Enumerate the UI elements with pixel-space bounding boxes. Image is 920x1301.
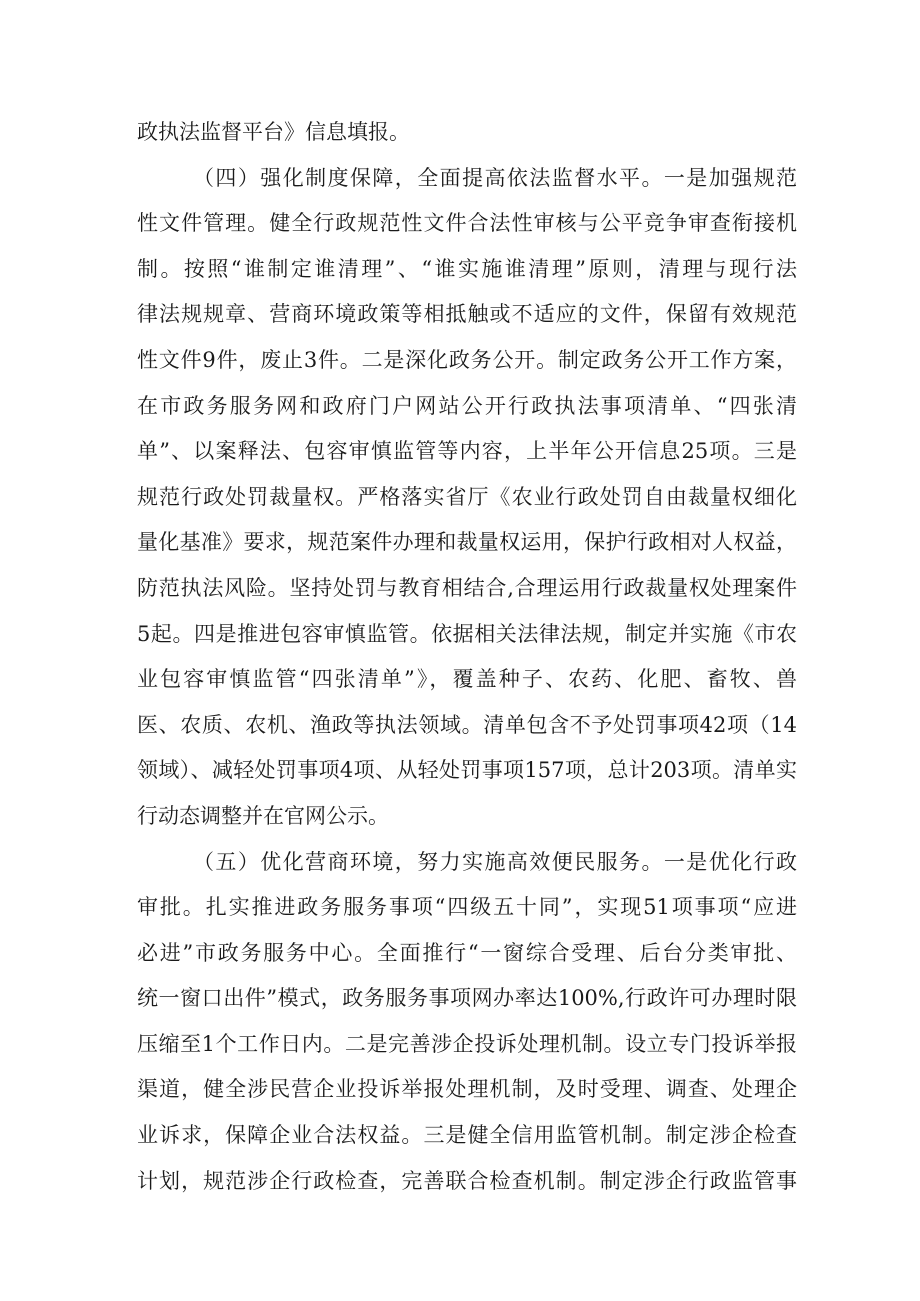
text-line: 渠道，健全涉民营企业投诉举报处理机制，及时受理、调查、处理企 <box>137 1077 797 1102</box>
text-line: 律法规规章、营商环境政策等相抵触或不适应的文件，保留有效规范 <box>137 302 797 327</box>
text-line: 计划，规范涉企行政检查，完善联合检查机制。制定涉企行政监管事 <box>137 1168 797 1193</box>
text-line: 性文件9件，废止3件。二是深化政务公开。制定政务公开工作方案， <box>137 347 797 372</box>
text-line: 规范行政处罚裁量权。严格落实省厅《农业行政处罚自由裁量权细化 <box>137 484 797 509</box>
paragraph-continuation <box>137 110 797 156</box>
text-line: 政执法监督平台》信息填报。 <box>137 120 410 144</box>
text-line: 统一窗口出件”模式，政务服务事项网办率达100%,行政许可办理时限 <box>137 986 797 1011</box>
text-line: （四）强化制度保障，全面提高依法监督水平。一是加强规范 <box>193 165 797 190</box>
text-line: 行动态调整并在官网公示。 <box>137 803 389 828</box>
text-line: （五）优化营商环境，努力实施高效便民服务。一是优化行政 <box>193 849 797 874</box>
text-line: 单”、以案释法、包容审慎监管等内容，上半年公开信息25项。三是 <box>137 439 797 464</box>
text-line: 业诉求，保障企业合法权益。三是健全信用监管机制。制定涉企检查 <box>137 1123 797 1148</box>
text-line: 量化基准》要求，规范案件办理和裁量权运用，保护行政相对人权益， <box>137 530 797 555</box>
text-line: 防范执法风险。坚持处罚与教育相结合,合理运用行政裁量权处理案件 <box>137 575 797 600</box>
text-line: 医、农质、农机、渔政等执法领域。清单包含不予处罚事项42项（14 <box>137 712 797 737</box>
text-line: 必进”市政务服务中心。全面推行“一窗综合受理、后台分类审批、 <box>137 940 797 965</box>
text-line: 压缩至1个工作日内。二是完善涉企投诉处理机制。设立专门投诉举报 <box>137 1031 797 1056</box>
text-line: 性文件管理。健全行政规范性文件合法性审核与公平竞争审查衔接机 <box>137 211 797 236</box>
text-line: 5起。四是推进包容审慎监管。依据相关法律法规，制定并实施《市农 <box>137 621 797 646</box>
text-line: 审批。扎实推进政务服务事项“四级五十同”，实现51项事项“应进 <box>137 895 797 920</box>
text-line: 制。按照“谁制定谁清理”、“谁实施谁清理”原则，清理与现行法 <box>137 256 797 281</box>
text-line: 领域）、减轻处罚事项4项、从轻处罚事项157项，总计203项。清单实 <box>137 758 797 783</box>
text-line: 在市政务服务网和政府门户网站公开行政执法事项清单、“四张清 <box>137 393 797 418</box>
document-body <box>137 110 797 1204</box>
paragraph-5 <box>137 840 797 1205</box>
paragraph-4 <box>137 156 797 840</box>
text-line: 业包容审慎监管“四张清单”》，覆盖种子、农药、化肥、畜牧、兽 <box>137 667 797 692</box>
